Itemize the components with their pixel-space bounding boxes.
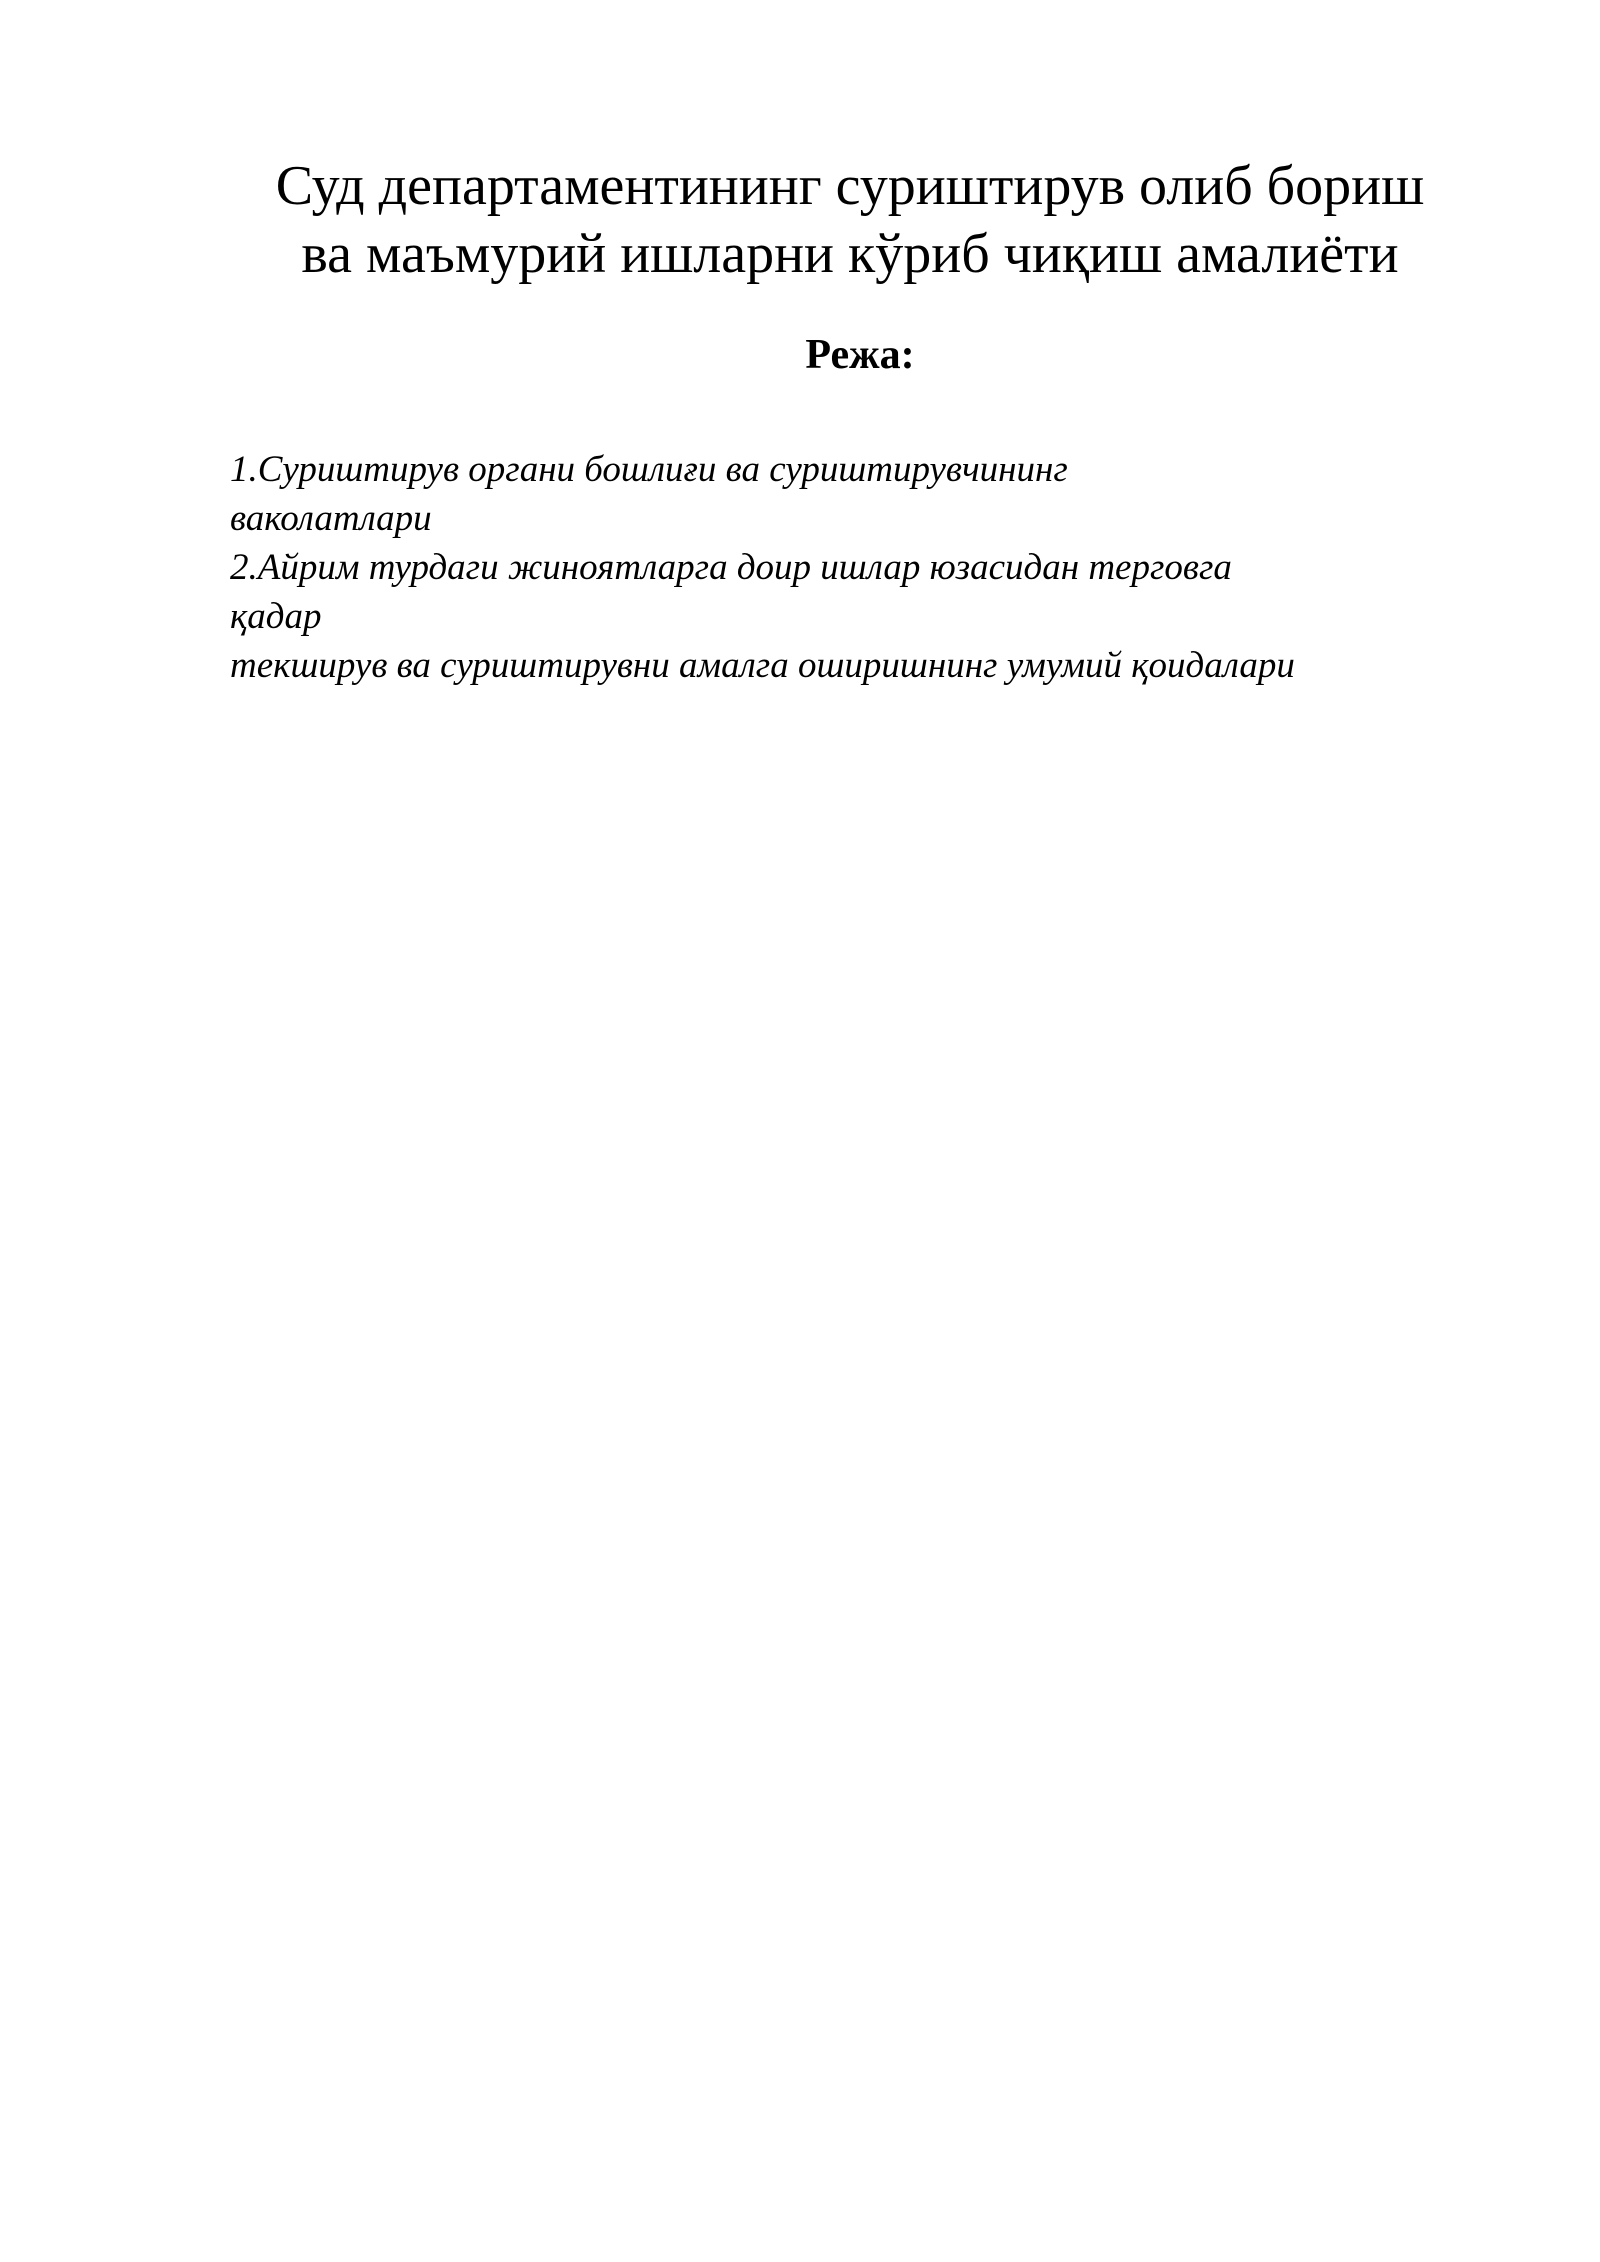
plan-line-1: 1.Суриштирув органи бошлиғи ва суриштирувчининг [230,449,1068,490]
plan-line-4: қадар [230,596,322,637]
plan-line-3: 2.Айрим турдаги жиноятларга доир ишлар юзасидан терговга [230,547,1232,588]
plan-list [230,445,1530,690]
title-line-1: Суд департаментининг суриштирув олиб бориш [275,155,1425,217]
plan-line-5: текширув ва суриштирувни амалга оширишнинг умумий қоидалари [230,645,1295,686]
plan-heading: Режа: [805,332,915,378]
plan-line-2: ваколатлари [230,498,432,539]
document-title [230,152,1470,288]
title-line-2: ва маъмурий ишларни кўриб чиқиш амалиёти [301,223,1399,285]
